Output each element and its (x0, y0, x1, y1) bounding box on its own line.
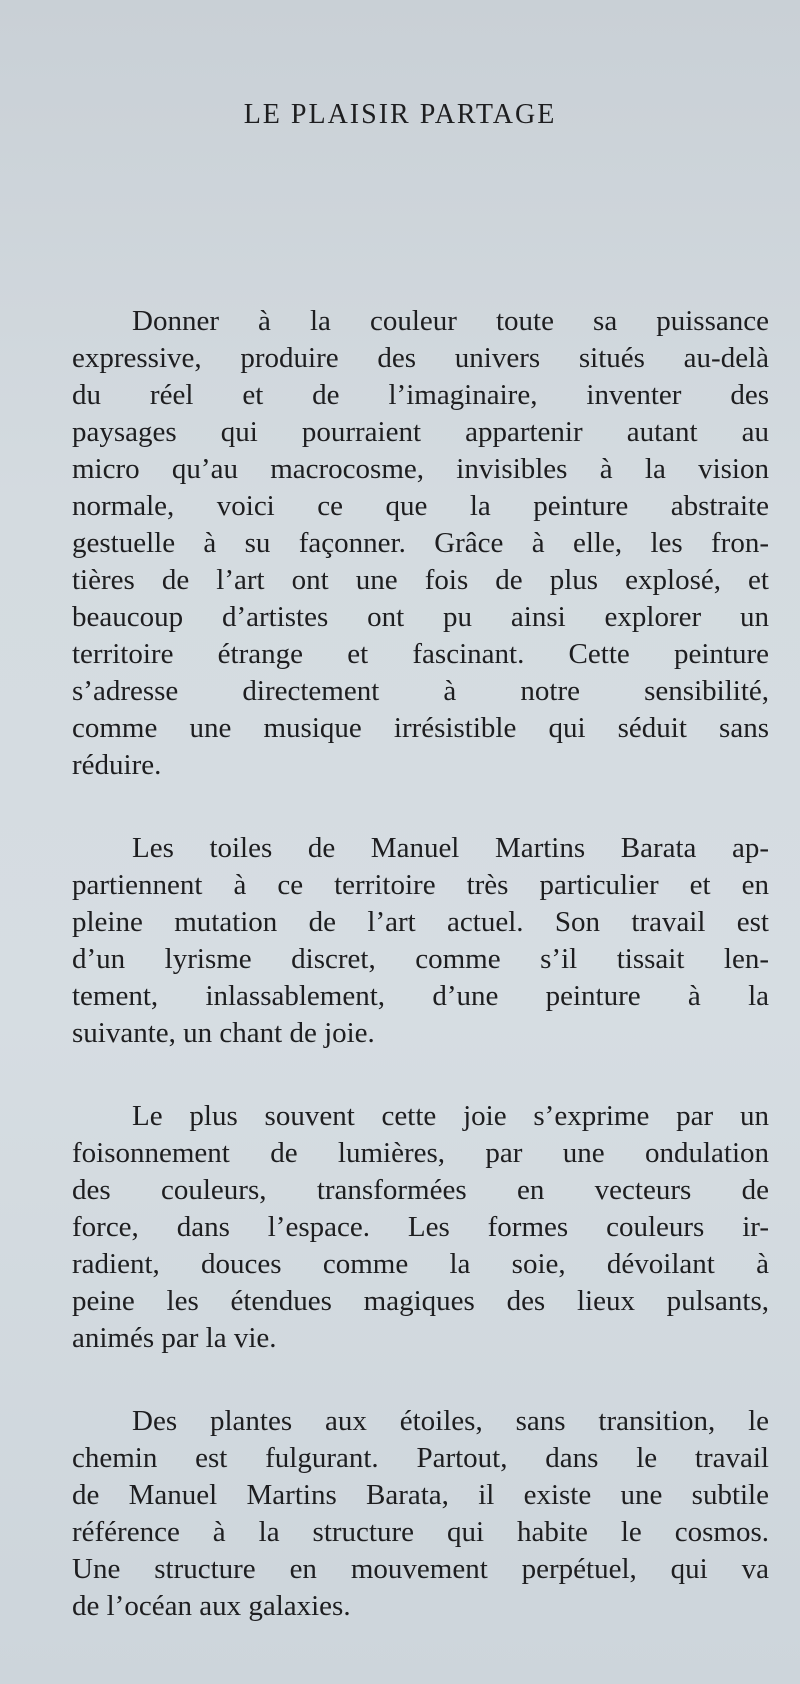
text-line: d’un lyrisme discret, comme s’il tissait len- (72, 943, 769, 975)
paragraph-1 (72, 303, 769, 784)
text-line: animés par la vie. (72, 1322, 277, 1354)
text-line: réduire. (72, 749, 162, 781)
text-line: suivante, un chant de joie. (72, 1017, 375, 1049)
text-line: beaucoup d’artistes ont pu ainsi explorer un (72, 601, 769, 633)
text-line: pleine mutation de l’art actuel. Son travail est (72, 906, 769, 938)
text-line: radient, douces comme la soie, dévoilant à (72, 1248, 769, 1280)
text-line: normale, voici ce que la peinture abstraite (72, 490, 769, 522)
paragraph-4 (72, 1403, 769, 1625)
text-line: paysages qui pourraient appartenir autant au (72, 416, 769, 448)
text-line: tières de l’art ont une fois de plus explosé, et (72, 564, 769, 596)
text-line: du réel et de l’imaginaire, inventer des (72, 379, 769, 411)
paragraph-2 (72, 830, 769, 1052)
text-line: comme une musique irrésistible qui séduit sans (72, 712, 769, 744)
text-line: micro qu’au macrocosme, invisibles à la vision (72, 453, 769, 485)
text-line: force, dans l’espace. Les formes couleurs ir- (72, 1211, 769, 1243)
text-line: de l’océan aux galaxies. (72, 1590, 351, 1622)
paragraph-3 (72, 1098, 769, 1357)
text-line: Le plus souvent cette joie s’exprime par un (132, 1100, 769, 1132)
text-line: Donner à la couleur toute sa puissance (132, 305, 769, 337)
text-line: référence à la structure qui habite le cosmos. (72, 1516, 769, 1548)
text-line: Des plantes aux étoiles, sans transition, le (132, 1405, 769, 1437)
text-line: chemin est fulgurant. Partout, dans le travail (72, 1442, 769, 1474)
text-line: s’adresse directement à notre sensibilité, (72, 675, 769, 707)
text-line: tement, inlassablement, d’une peinture à la (72, 980, 769, 1012)
page-title: LE PLAISIR PARTAGE (243, 99, 557, 130)
text-line: Les toiles de Manuel Martins Barata ap- (132, 832, 769, 864)
text-line: territoire étrange et fascinant. Cette peinture (72, 638, 769, 670)
text-line: gestuelle à su façonner. Grâce à elle, les fron- (72, 527, 769, 559)
text-line: des couleurs, transformées en vecteurs de (72, 1174, 769, 1206)
text-line: partiennent à ce territoire très particulier et en (72, 869, 769, 901)
text-line: foisonnement de lumières, par une ondulation (72, 1137, 769, 1169)
text-line: expressive, produire des univers situés au-delà (72, 342, 769, 374)
body-text (72, 303, 769, 1671)
text-line: de Manuel Martins Barata, il existe une subtile (72, 1479, 769, 1511)
text-line: Une structure en mouvement perpétuel, qui va (72, 1553, 769, 1585)
text-line: peine les étendues magiques des lieux pulsants, (72, 1285, 769, 1317)
